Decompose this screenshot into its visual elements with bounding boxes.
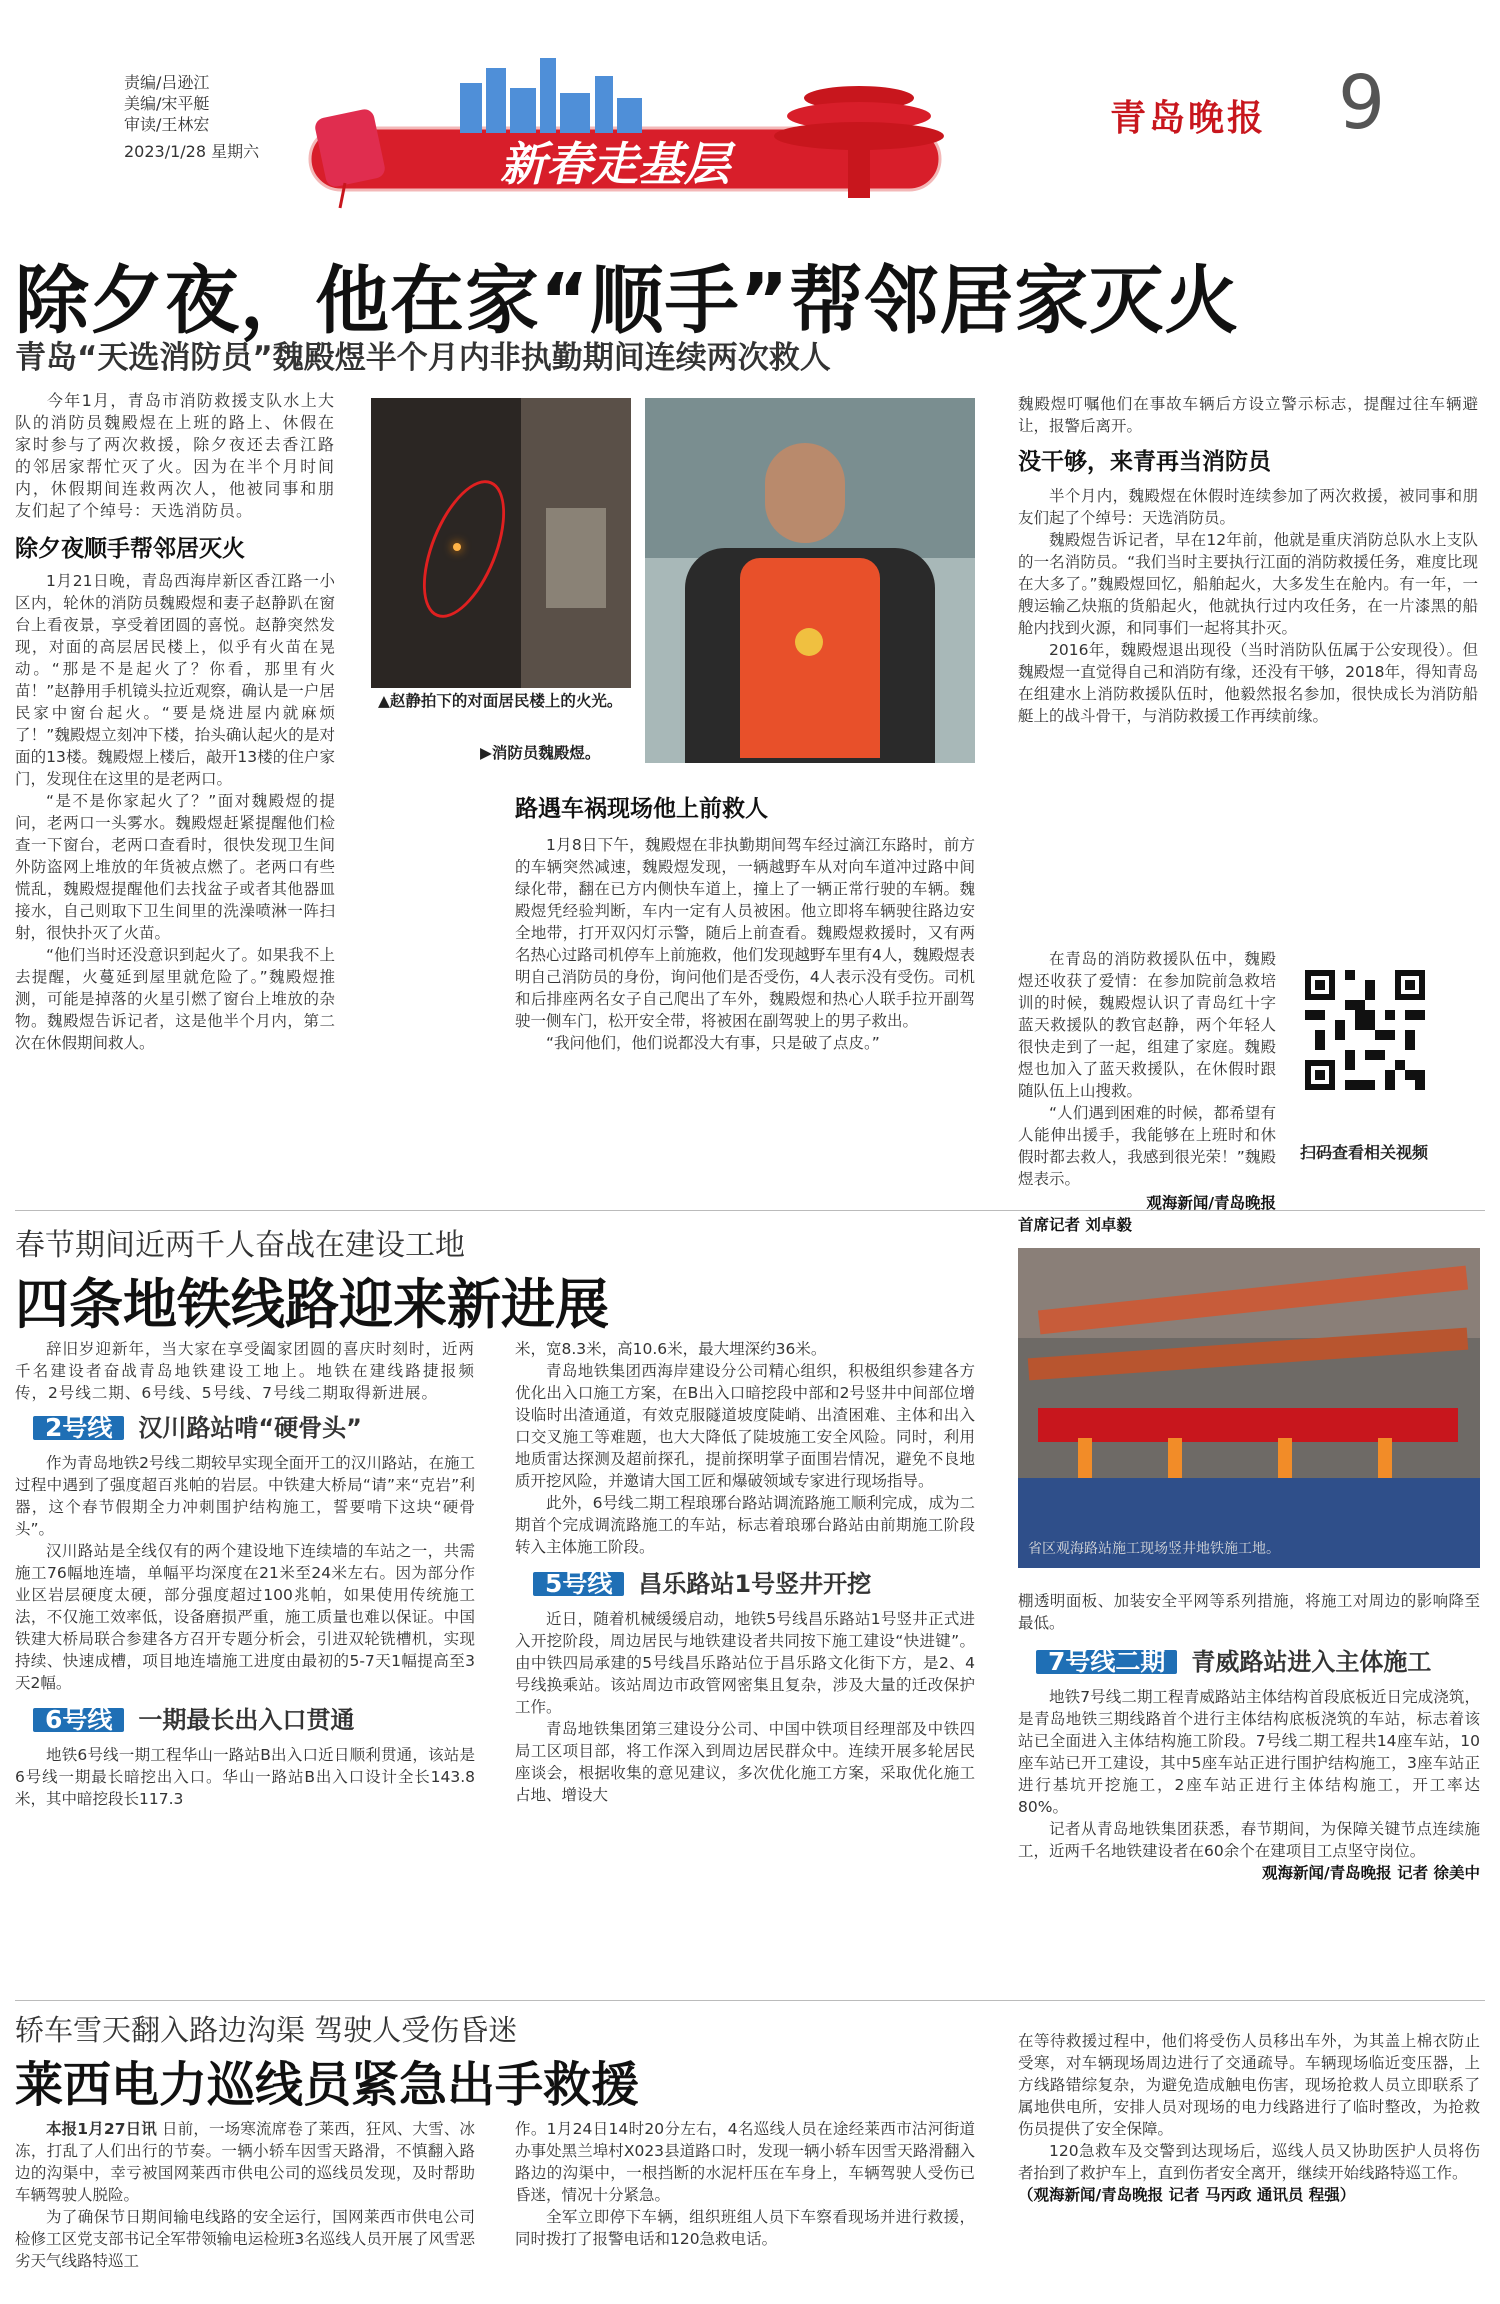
section2-paragraph: 1月8日下午，魏殿煜在非执勤期间驾车经过滴江东路时，前方的车辆突然减速，魏殿煜发现，一辆越野车从对向车道冲过路中间绿化带，翻在已方内侧快车道上，撞上了一辆正常行驶的车辆。魏殿煜凭经验判断，车内一定有人员被困。他立即将车辆驶往路边安全地带，打开双闪灯示警，随后上前查看。魏殿煜救援时，又有两名热心过路司机停车上前施救，他们发现越野车里有4人，魏殿煜表明自己消防员的身份，询问他们是否受伤，4人表示没有受伤。司机和后排座两名女子自己爬出了车外，魏殿煜和热心人联手拉开副驾驶一侧车门，松开安全带，将被困在副驾驶上的男子救出。 (515, 836, 975, 1030)
article1-byline-source: 观海新闻/青岛晚报 (1146, 1194, 1276, 1212)
article1-headline: 除夕夜，他在家“顺手”帮邻居家灭火 (15, 258, 1240, 344)
article3-paragraph: 在等待救援过程中，他们将受伤人员移出车外，为其盖上棉衣防止受寒，对车辆现场周边进行了交通疏导。车辆现场临近变压器，上方线路错综复杂，为避免造成触电伤害，现场抢救人员立即联系了属地供电所，安排人员对现场的电力线路进行了临时整改，为抢救伤员提供了安全保障。 (1018, 2032, 1480, 2138)
article3-column-1 (15, 2118, 475, 2298)
article1-column-2 (515, 798, 975, 1054)
issue-date: 2023/1/28 星期六 (124, 142, 260, 161)
photo1-caption: ▲赵静拍下的对面居民楼上的火光。 (378, 692, 623, 710)
column-name: 新春走基层 (500, 137, 730, 191)
article3-headline: 莱西电力巡线员紧急出手救援 (15, 2057, 640, 2113)
article3-paragraph: 作。1月24日14时20分左右，4名巡线人员在途经莱西市沽河街道办事处黑兰埠村X023县道路口时，发现一辆小轿车因雪天路滑翻入路边的沟渠中，一根挡断的水泥杆压在车身上，车辆驾驶人受伤已昏迷，情况十分紧急。 (515, 2120, 975, 2204)
line2-title: 汉川路站啃“硬骨头” (138, 1414, 362, 1442)
proofreader-credit: 审读/王林宏 (124, 115, 210, 134)
article2-byline-reporter: 记者 徐美中 (1397, 1864, 1480, 1882)
article1-column-3 (1018, 393, 1478, 727)
line2-paragraph: 汉川路站是全线仅有的两个建设地下连续墙的车站之一，共需施工76幅地连墙，单幅平均深度在21米至24米左右。因为部分作业区岩层硬度太硬，部分强度超过100兆帕，如果使用传统施工法，不仅施工效率低，设备磨损严重，施工质量也难以保证。中国铁建大桥局联合参建各方召开专题分析会，引进双轮铣槽机，实现持续、快速成槽，项目地连墙施工进度由最初的5-7天1幅提高至3天2幅。 (15, 1542, 475, 1692)
line6-heading (33, 1705, 475, 1734)
article1-subhead: 青岛“天选消防员”魏殿煜半个月内非执勤期间连续两次救人 (15, 340, 831, 376)
section2-title: 路遇车祸现场他上前救人 (515, 796, 768, 822)
line5-paragraph: 近日，随着机械缓缓启动，地铁5号线昌乐路站1号竖井正式进入开挖阶段，周边居民与地铁建设者共同按下施工建设“快进键”。由中铁四局承建的5号线昌乐路站位于昌乐路文化街下方，是2、4号线换乘站。该站周边市政管网密集且复杂，涉及大量的迁改保护工作。 (515, 1610, 975, 1716)
article2-kicker: 春节期间近两千人奋战在建设工地 (15, 1228, 465, 1263)
firefighter-photo (645, 398, 975, 763)
qr-code-pattern (1305, 970, 1425, 1090)
line2-tag: 2号线 (33, 1416, 124, 1440)
line5-tag: 5号线 (533, 1572, 624, 1596)
line7-paragraph: 地铁7号线二期工程青威路站主体结构首段底板近日完成浇筑，是青岛地铁三期线路首个进行主体结构底板浇筑的车站，标志着该站已全面进入主体结构施工阶段。7号线二期工程共14座车站，10座车站已开工建设，其中5座车站正进行围护结构施工，3座车站正进行基坑开挖施工，2座车站正进行主体结构施工，开工率达80%。 (1018, 1688, 1480, 1816)
line7-heading (1036, 1647, 1480, 1676)
article1-column-3-bottom (1018, 948, 1276, 1236)
article2-lead: 辞旧岁迎新年，当大家在享受阖家团圆的喜庆时刻时，近两千名建设者奋战青岛地铁建设工地上。地铁在建线路捷报频传，2号线二期、6号线、5号线、7号线二期取得新进展。 (15, 1340, 476, 1402)
section1-paragraph: “是不是你家起火了？”面对魏殿煜的提问，老两口一头雾水。魏殿煜赶紧提醒他们检查一下窗台，老两口查看时，很快发现卫生间外防盗网上堆放的年货被点燃了。老两口有些慌乱，魏殿煜提醒他们去找盆子或者其他器皿接水，自己则取下卫生间里的洗澡喷淋一阵扫射，很快扑灭了火苗。 (15, 792, 335, 942)
line2-heading (33, 1413, 475, 1442)
page-number: 9 (1338, 60, 1386, 146)
line5-heading (533, 1569, 975, 1598)
editor-credits (124, 72, 259, 162)
qr-caption: 扫码查看相关视频 (1300, 1143, 1429, 1162)
article3-paragraph: 全军立即停下车辆，组织班组人员下车察看现场并进行救援，同时拨打了报警电话和120急救电话。 (515, 2208, 975, 2248)
article1-column-1 (15, 390, 335, 1054)
article3-paragraph: 为了确保节日期间输电线路的安全运行，国网莱西市供电公司检修工区党支部书记全军带领输电运检班3名巡线人员开展了风雪恶劣天气线路特巡工 (15, 2208, 475, 2270)
article3-column-3 (1018, 2030, 1480, 2206)
article1-byline-reporter: 首席记者 刘卓毅 (1018, 1216, 1132, 1234)
line7-title: 青威路站进入主体施工 (1191, 1648, 1432, 1676)
metro-site-photo (1018, 1248, 1480, 1568)
metro-photo-caption: 省区观海路站施工现场竖井地铁施工地。 (1028, 1541, 1280, 1557)
line5-paragraph: 青岛地铁集团第三建设分公司、中国中铁项目经理部及中铁四局工区项目部，将工作深入到周边居民群众中。连续开展多轮居民座谈会，根据收集的意见建议，多次优化施工方案，采取优化施工占地、增设大 (515, 1720, 975, 1804)
line2-paragraph: 作为青岛地铁2号线二期较早实现全面开工的汉川路站，在施工过程中遇到了强度超百兆帕的岩层。中铁建大桥局“请”来“克岩”利器，这个春节假期全力冲刺围护结构施工，誓要啃下这块“硬骨头”。 (15, 1454, 475, 1538)
section1-paragraph: 1月21日晚，青岛西海岸新区香江路一小区内，轮休的消防员魏殿煜和妻子赵静趴在窗台上看夜景，享受着团圆的喜悦。赵静突然发现，对面的高层居民楼上，似乎有火苗在晃动。“那是不是起火了？你看，那里有火苗！”赵静用手机镜头拉近观察，确认是一户居民家中窗台起火。“要是烧进屋内就麻烦了！”魏殿煜立刻冲下楼，抬头确认起火的是对面的13楼。魏殿煜上楼后，敲开13楼的住户家门，发现住在这里的是老两口。 (15, 572, 335, 788)
section3-paragraph: 在青岛的消防救援队伍中，魏殿煜还收获了爱情：在参加院前急救培训的时候，魏殿煜认识了青岛红十字蓝天救援队的教官赵静，两个年轻人很快走到了一起，组建了家庭。魏殿煜也加入了蓝天救援队，在休假时跟随队伍上山搜救。 (1018, 950, 1276, 1100)
article3-kicker: 轿车雪天翻入路边沟渠 驾驶人受伤昏迷 (15, 2013, 518, 2047)
section3-paragraph: 半个月内，魏殿煜在休假时连续参加了两次救援，被同事和朋友们起了个绰号：天选消防员。 (1018, 487, 1478, 527)
paper-name: 青岛晚报 (1110, 97, 1267, 139)
article2-headline: 四条地铁线路迎来新进展 (15, 1273, 609, 1336)
photo2-caption: ▶消防员魏殿煜。 (480, 744, 601, 762)
article3-byline: （观海新闻/青岛晚报 记者 马丙政 通讯员 程强） (1018, 2186, 1356, 2204)
column2-continuation: 米，宽8.3米，高10.6米，最大埋深约36米。 (515, 1340, 827, 1358)
article2-byline (1018, 1862, 1480, 1884)
article3-dateline: 本报1月27日讯 (46, 2120, 157, 2138)
line6-tag: 6号线 (33, 1708, 124, 1732)
article3-paragraph: 日前，一场寒流席卷了莱西，狂风、大雪、冰冻，打乱了人们出行的节奏。一辆小轿车因雪天路滑，不慎翻入路边的沟渠中，幸亏被国网莱西市供电公司的巡线员发现，及时帮助车辆驾驶人脱险。 (15, 2120, 475, 2204)
article2-column-3 (1018, 1590, 1480, 1884)
lantern-icon (313, 108, 386, 208)
section2-paragraph: “我问他们，他们说都没大有事，只是破了点皮。” (546, 1034, 880, 1052)
article2-column-2 (515, 1338, 975, 1806)
column-banner (300, 58, 1030, 218)
article3-column-2 (515, 2118, 975, 2298)
line6-title: 一期最长出入口贯通 (138, 1706, 355, 1734)
editor-credit: 责编/吕逊江 (124, 73, 210, 92)
line7-tag: 7号线二期 (1036, 1650, 1177, 1674)
section3-paragraph: “人们遇到困难的时候，都希望有人能伸出援手，我能够在上班时和休假时都去救人，我感到很光荣！”魏殿煜表示。 (1018, 1104, 1276, 1188)
article3-paragraph: 120急救车及交警到达现场后，巡线人员又协助医护人员将伤者抬到了救护车上，直到伤者安全离开，继续开始线路特巡工作。 (1018, 2142, 1480, 2182)
line6-paragraph: 青岛地铁集团西海岸建设分公司精心组织，积极组织参建各方优化出入口施工方案，在B出入口暗挖段中部和2号竖井中间部位增设临时出渣通道，有效克服隧道坡度陡峭、出渣困难、主体和出入口交叉施工等难题，也大大降低了陡坡施工安全风险。同时，利用地质雷达探测及超前探孔，提前探明掌子面围岩情况，避免不良地质开挖风险，并邀请大国工匠和爆破领域专家进行现场指导。 (515, 1362, 975, 1490)
line6-paragraph: 地铁6号线一期工程华山一路站B出入口近日顺利贯通，该站是6号线一期最长暗挖出入口。华山一路站B出入口设计全长143.8米，其中暗挖段长117.3 (15, 1746, 475, 1808)
line6-paragraph: 此外，6号线二期工程琅琊台路站调流路施工顺利完成，成为二期首个完成调流路施工的车站，标志着琅琊台路站由前期施工阶段转入主体施工阶段。 (515, 1494, 975, 1556)
article2-byline-source: 观海新闻/青岛晚报 (1262, 1864, 1392, 1882)
section3-paragraph: 2016年，魏殿煜退出现役（当时消防队伍属于公安现役）。但魏殿煜一直觉得自己和消防有缘，还没有干够，2018年，得知青岛在组建水上消防救援队伍时，他毅然报名参加，很快成长为消防船艇上的战斗骨干，与消防救援工作再续前缘。 (1018, 641, 1478, 725)
line7-paragraph: 记者从青岛地铁集团获悉，春节期间，为保障关键节点连续施工，近两千名地铁建设者在60余个在建项目工点坚守岗位。 (1018, 1820, 1480, 1860)
column3-continuation: 魏殿煜叮嘱他们在事故车辆后方设立警示标志，提醒过往车辆避让，报警后离开。 (1018, 395, 1478, 435)
section3-paragraph: 魏殿煜告诉记者，早在12年前，他就是重庆消防总队水上支队的一名消防员。“我们当时主要执行江面的消防救援任务，难度比现在大多了。”魏殿煜回忆，船舶起火，大多发生在舱内。有一年，一艘运输乙炔瓶的货船起火，他就执行过内攻任务，在一片漆黑的船舱内找到火源，和同事们一起将其扑灭。 (1018, 531, 1478, 637)
article1-lead: 今年1月，青岛市消防救援支队水上大队的消防员魏殿煜在上班的路上、休假在家时参与了两次救援，除夕夜还去香江路的邻居家帮忙灭了火。因为在半个月时间内，休假期间连救两次人，他被同事和朋友们起了个绰号：天选消防员。 (15, 391, 335, 520)
section3-title: 没干够，来青再当消防员 (1018, 449, 1271, 475)
qr-code[interactable] (1305, 970, 1425, 1090)
city-skyline-icon (460, 58, 642, 133)
column3-continuation: 棚透明面板、加装安全平网等系列措施，将施工对周边的影响降至最低。 (1018, 1592, 1480, 1632)
fire-photo (371, 398, 631, 688)
article2-column-1 (15, 1338, 475, 1810)
line5-title: 昌乐路站1号竖井开挖 (638, 1570, 872, 1598)
art-editor-credit: 美编/宋平艇 (124, 94, 210, 113)
section1-paragraph: “他们当时还没意识到起火了。如果我不上去提醒，火蔓延到屋里就危险了。”魏殿煜推测，可能是掉落的火星引燃了窗台上堆放的杂物。魏殿煜告诉记者，这是他半个月内，第二次在休假期间救人。 (15, 946, 335, 1052)
section1-title: 除夕夜顺手帮邻居灭火 (15, 536, 245, 562)
